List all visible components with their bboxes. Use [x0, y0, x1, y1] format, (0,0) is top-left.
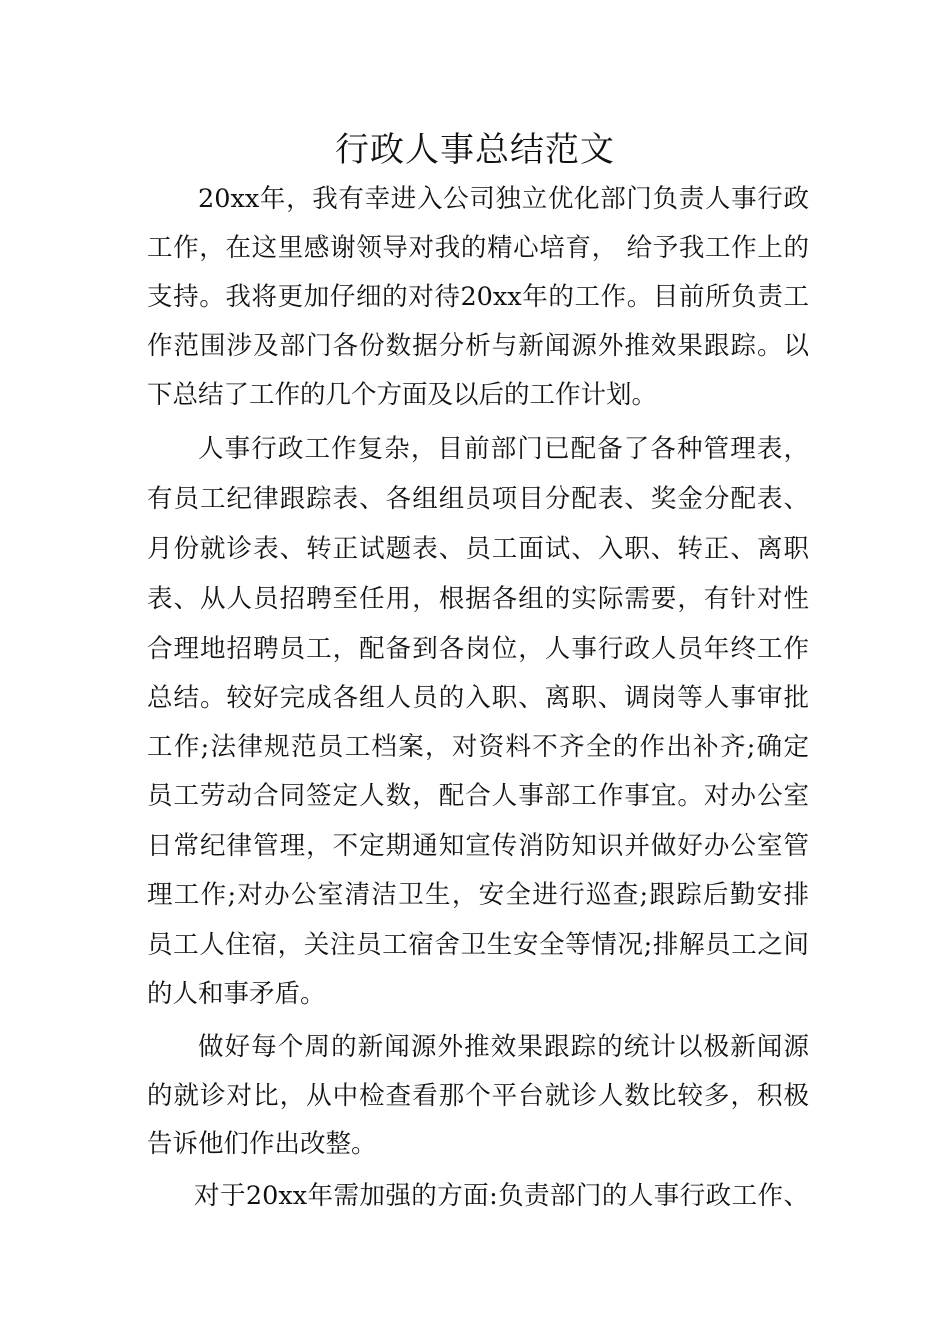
paragraph-4-line-1: 对于20xx年需加强的方面:负责部门的人事行政工作、	[194, 1181, 809, 1211]
paragraph-3-line-1: 做好每个周的新闻源外推效果跟踪的统计以极新闻源	[198, 1032, 809, 1062]
paragraph-2-line-5: 合理地招聘员工，配备到各岗位，人事行政人员年终工作	[147, 634, 809, 664]
paragraph-2-line-12: 的人和事矛盾。	[147, 979, 326, 1009]
paragraph-2-line-11: 员工人住宿，关注员工宿舍卫生安全等情况;排解员工之间	[147, 930, 809, 960]
paragraph-1-line-4: 作范围涉及部门各份数据分析与新闻源外推效果跟踪。以	[147, 331, 809, 361]
paragraph-2-line-4: 表、从人员招聘至任用，根据各组的实际需要，有针对性	[147, 584, 809, 614]
paragraph-1-line-5: 下总结了工作的几个方面及以后的工作计划。	[147, 380, 658, 410]
paragraph-3-line-3: 告诉他们作出改整。	[147, 1129, 377, 1159]
paragraph-2-line-1: 人事行政工作复杂，目前部门已配备了各种管理表，	[198, 434, 809, 464]
paragraph-2-line-7: 工作;法律规范员工档案，对资料不齐全的作出补齐;确定	[147, 732, 809, 762]
paragraph-2-line-10: 理工作;对办公室清洁卫生，安全进行巡查;跟踪后勤安排	[147, 880, 809, 910]
paragraph-2-line-9: 日常纪律管理，不定期通知宣传消防知识并做好办公室管	[147, 831, 809, 861]
paragraph-2-line-2: 有员工纪律跟踪表、各组组员项目分配表、奖金分配表、	[147, 484, 809, 514]
document-title: 行政人事总结范文	[335, 130, 615, 170]
paragraph-1-line-2: 工作，在这里感谢领导对我的精心培育， 给予我工作上的	[147, 233, 809, 263]
paragraph-2-line-8: 员工劳动合同签定人数，配合人事部工作事宜。对办公室	[147, 781, 809, 811]
paragraph-2-line-3: 月份就诊表、转正试题表、员工面试、入职、转正、离职	[147, 534, 809, 564]
paragraph-2-line-6: 总结。较好完成各组人员的入职、离职、调岗等人事审批	[147, 683, 809, 713]
paragraph-1-line-3: 支持。我将更加仔细的对待20xx年的工作。目前所负责工	[147, 282, 809, 312]
paragraph-1-line-1: 20xx年，我有幸进入公司独立优化部门负责人事行政	[198, 184, 809, 214]
paragraph-3-line-2: 的就诊对比，从中检查看那个平台就诊人数比较多，积极	[147, 1081, 809, 1111]
